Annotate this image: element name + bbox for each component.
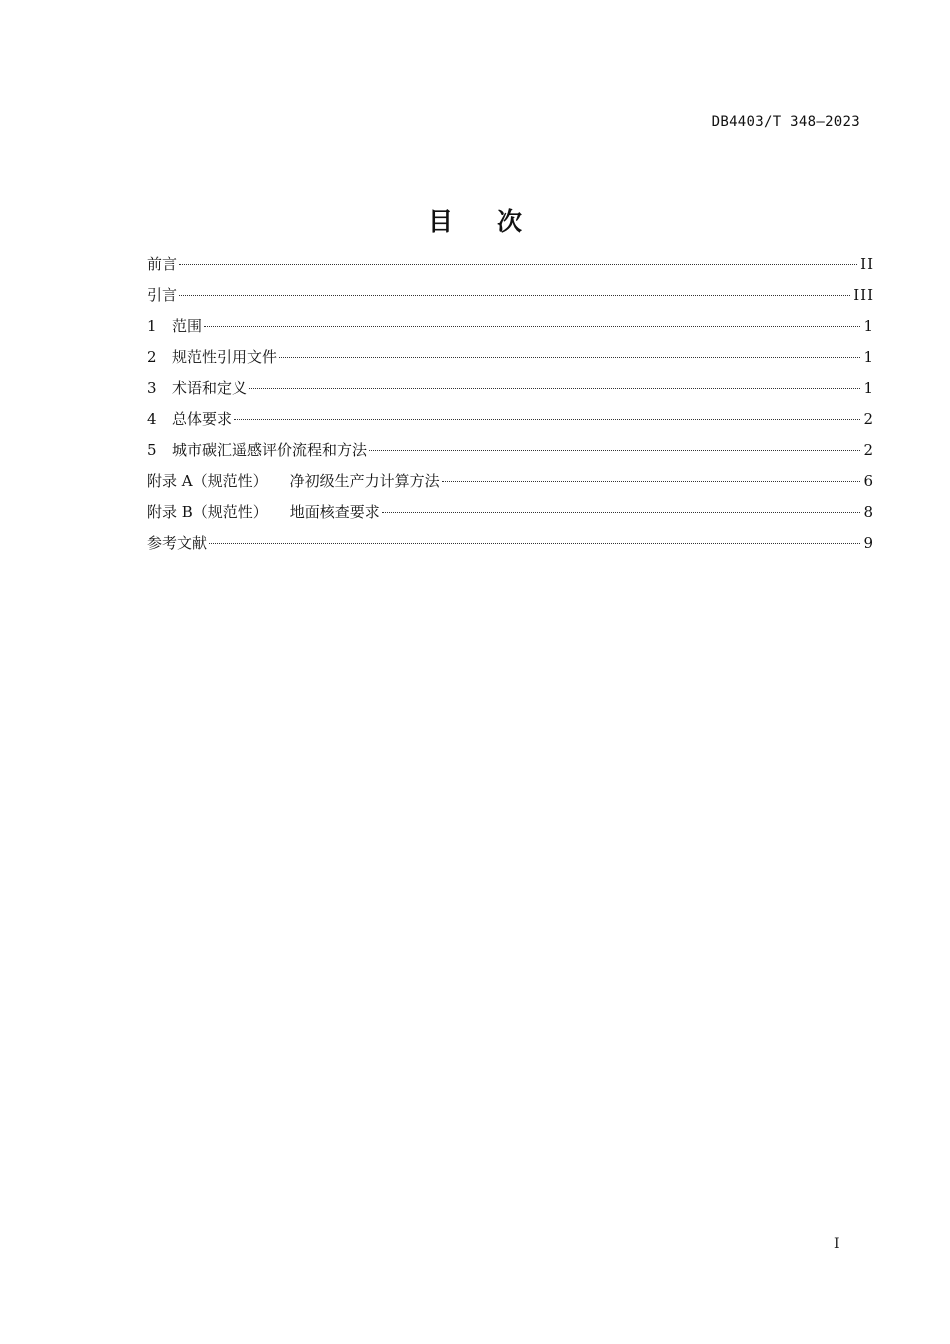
dot-leader <box>369 450 860 451</box>
dot-leader <box>382 512 861 513</box>
toc-entry-page: 9 <box>863 534 874 552</box>
toc-entry-subtitle: 地面核查要求 <box>289 503 380 521</box>
dot-leader <box>179 264 857 265</box>
toc-entry-page: 1 <box>863 348 874 366</box>
toc-entry-label: 术语和定义 <box>172 379 248 397</box>
dot-leader <box>279 357 860 358</box>
toc-entry-label: 前言 <box>147 255 178 273</box>
toc-entry-bibliography[interactable] <box>147 531 874 562</box>
toc-entry-number: 1 <box>147 317 157 335</box>
toc-entry-page: 2 <box>863 410 874 428</box>
toc-entry-terms-definitions[interactable] <box>147 376 874 407</box>
toc-entry-page: 1 <box>863 317 874 335</box>
toc-entry-scope[interactable] <box>147 314 874 345</box>
toc-entry-page: III <box>853 286 874 304</box>
toc-entry-label: 城市碳汇遥感评价流程和方法 <box>172 441 368 459</box>
toc-entry-label: 附录 B（规范性） <box>147 503 268 521</box>
toc-entry-number: 4 <box>147 410 157 428</box>
toc-entry-number: 3 <box>147 379 157 397</box>
toc-entry-normative-references[interactable] <box>147 345 874 376</box>
dot-leader <box>249 388 860 389</box>
toc-entry-page: 2 <box>863 441 874 459</box>
toc-entry-appendix-a[interactable] <box>147 469 874 500</box>
toc-entry-subtitle: 净初级生产力计算方法 <box>289 472 440 490</box>
toc-entry-number: 5 <box>147 441 157 459</box>
toc-entry-evaluation-process[interactable] <box>147 438 874 469</box>
toc-entry-page: 1 <box>863 379 874 397</box>
toc-entry-introduction[interactable] <box>147 283 874 314</box>
dot-leader <box>209 543 860 544</box>
toc-entry-label: 范围 <box>172 317 203 335</box>
document-code: DB4403/T 348—2023 <box>711 114 860 130</box>
toc-entry-page: 6 <box>863 472 874 490</box>
toc-entry-number: 2 <box>147 348 157 366</box>
dot-leader <box>234 419 860 420</box>
toc-title: 目次 <box>427 207 566 236</box>
page-number: I <box>834 1236 840 1252</box>
toc-entry-page: 8 <box>863 503 874 521</box>
toc-entry-label: 引言 <box>147 286 178 304</box>
toc-entry-foreword[interactable] <box>147 252 874 283</box>
toc-list <box>147 252 874 562</box>
toc-entry-general-requirements[interactable] <box>147 407 874 438</box>
toc-entry-label: 参考文献 <box>147 534 208 552</box>
toc-entry-appendix-b[interactable] <box>147 500 874 531</box>
dot-leader <box>442 481 861 482</box>
toc-entry-page: II <box>860 255 874 273</box>
toc-entry-label: 附录 A（规范性） <box>147 472 268 490</box>
toc-entry-label: 总体要求 <box>172 410 233 428</box>
dot-leader <box>179 295 850 296</box>
dot-leader <box>204 326 860 327</box>
toc-entry-label: 规范性引用文件 <box>172 348 278 366</box>
